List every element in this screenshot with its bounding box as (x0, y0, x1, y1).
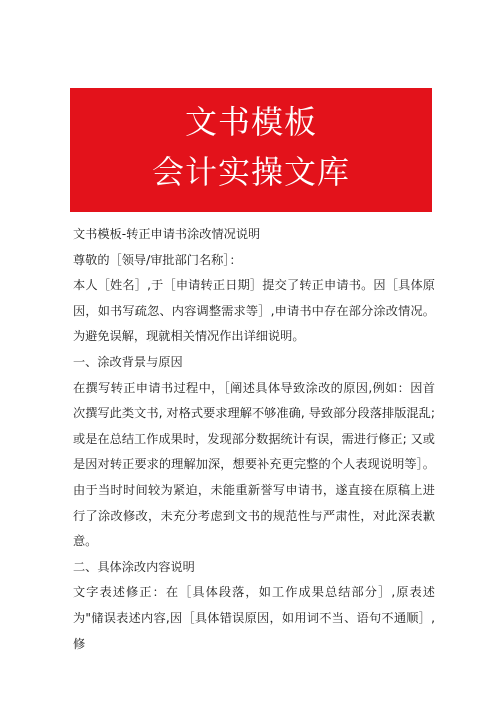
banner-title-line-2: 会计实操文库 (151, 153, 350, 191)
banner-title-line-1: 文书模板 (184, 103, 317, 141)
section-1-paragraph: 在撰写转正申请书过程中，［阐述具体导致涂改的原因,例如：因首次撰写此类文书, 对格式要求理解不够准确, 导致部分段落排版混乱; 或是在总结工作成果时，发现部分数据统计有误，需进行修正; 又或是因对转正要求的理解加深，想要补充更完整的个人表现说明等］。由于当时时间较为紧迫，未能重新誉写申请书，遂直接在原稿上进行了涂改修改，未充分考虑到文书的规范性与严肃性，对此深表歉意。 (73, 380, 435, 549)
section-2-paragraph: 文字表述修正：在［具体段落，如工作成果总结部分］,原表述为"储误表述内容,因［具体错误原因，如用词不当、语句不通顺］,修 (73, 585, 435, 651)
intro-paragraph: 本人［姓名］,于［申请转正日期］提交了转正申请书。因［具体原因，如书写疏忽、内容调整需求等］,申请书中存在部分涂改情况。为避免误解，现就相关情况作出详细说明。 (73, 278, 435, 344)
section-2-heading: 二、具体涂改内容说明 (73, 559, 195, 574)
salutation: 尊敬的［领导/审批部门名称］： (73, 252, 242, 267)
document-title: 文书模板-转正申请书涂改情况说明 (73, 227, 261, 241)
section-1-heading: 一、涂改背景与原因 (73, 354, 183, 369)
document-body (73, 222, 435, 657)
title-banner (70, 88, 432, 212)
